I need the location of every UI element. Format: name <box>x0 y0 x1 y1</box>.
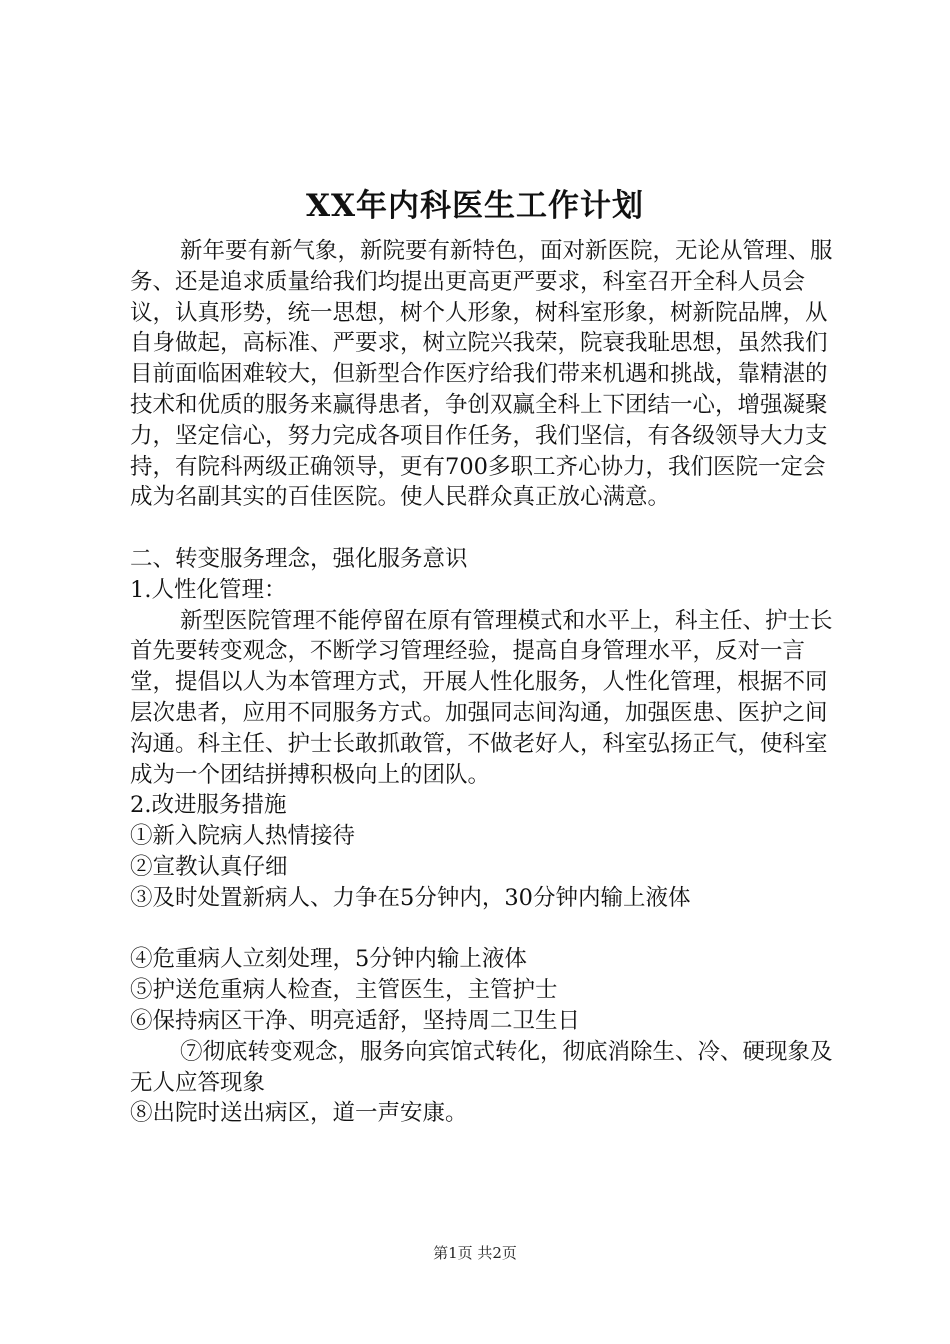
paragraph-gap <box>130 914 835 945</box>
measure-item: ①新入院病人热情接待 <box>130 823 356 850</box>
measure-item: ③及时处置新病人、力争在5分钟内，30分钟内输上液体 <box>130 884 691 911</box>
measure-item: ⑦彻底转变观念，服务向宾馆式转化，彻底消除生、冷、硬现象及无人应答现象 <box>130 1038 833 1096</box>
item-two-heading: 2.改进服务措施 <box>130 792 287 819</box>
measure-item: ⑥保持病区干净、明亮适舒，坚持周二卫生日 <box>130 1007 581 1034</box>
measure-item: ②宣教认真仔细 <box>130 853 288 880</box>
page-footer: 第1页 共2页 <box>433 1244 517 1262</box>
document-title: XX年内科医生工作计划 <box>305 188 645 224</box>
intro-paragraph: 新年要有新气象，新院要有新特色，面对新医院，无论从管理、服务、还是追求质量给我们均提出更高更严要求，科室召开全科人员会议，认真形势，统一思想，树个人形象，树科室形象，树新院品牌，从自身做起，高标准、严要求，树立院兴我荣，院衰我耻思想，虽然我们目前面临困难较大，但新型合作医疗给我们带来机遇和挑战，靠精湛的技术和优质的服务来赢得患者，争创双赢全科上下团结一心，增强凝聚力，坚定信心，努力完成各项目作任务，我们坚信，有各级领导大力支持，有院科两级正确领导，更有700多职工齐心协力，我们医院一定会成为名副其实的百佳医院。使人民群众真正放心满意。 <box>130 238 833 511</box>
item-one-heading: 1.人性化管理： <box>130 576 287 603</box>
measure-item: ⑤护送危重病人检查，主管医生，主管护士 <box>130 977 558 1004</box>
paragraph-gap <box>130 513 835 544</box>
measure-item: ⑧出院时送出病区，道一声安康。 <box>130 1100 468 1127</box>
measure-item: ④危重病人立刻处理，5分钟内输上液体 <box>130 946 527 973</box>
document-body <box>130 236 835 1129</box>
section-two-heading: 二、转变服务理念，强化服务意识 <box>130 545 468 572</box>
item-one-paragraph: 新型医院管理不能停留在原有管理模式和水平上，科主任、护士长首先要转变观念，不断学习管理经验，提高自身管理水平，反对一言堂，提倡以人为本管理方式，开展人性化服务，人性化管理，根据不同层次患者，应用不同服务方式。加强同志间沟通，加强医患、医护之间沟通。科主任、护士长敢抓敢管，不做老好人，科室弘扬正气，使科室成为一个团结拼搏积极向上的团队。 <box>130 607 833 788</box>
